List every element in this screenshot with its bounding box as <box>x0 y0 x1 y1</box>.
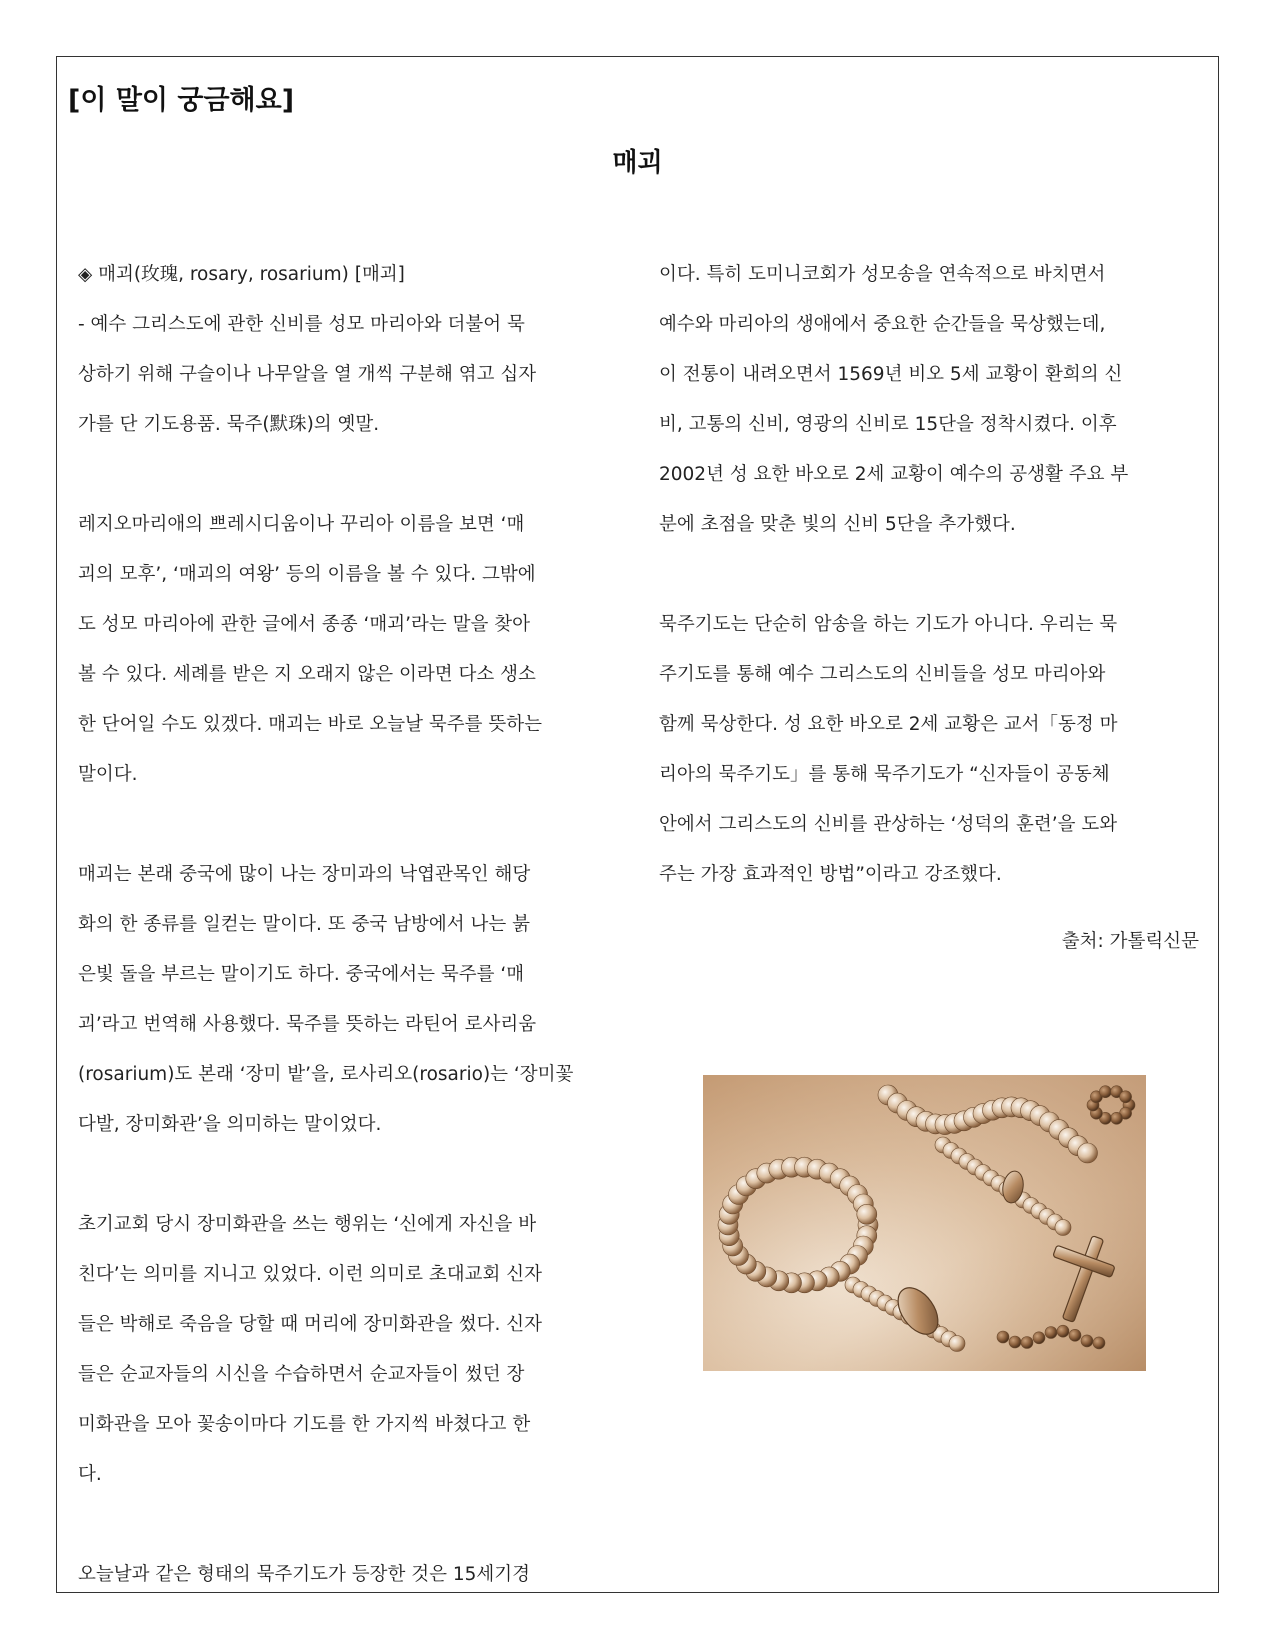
text-line: 2002년 성 요한 바오로 2세 교황이 예수의 공생활 주요 부 <box>659 464 1129 485</box>
rosary-bead <box>1057 1325 1069 1337</box>
text-line: 상하기 위해 구슬이나 나무알을 열 개씩 구분해 엮고 십자 <box>78 364 537 385</box>
rosary-bead <box>857 1204 877 1224</box>
text-line: 안에서 그리스도의 신비를 관상하는 ‘성덕의 훈련’을 도와 <box>659 814 1118 835</box>
text-line: 한 단어일 수도 있겠다. 매괴는 바로 오늘날 묵주를 뜻하는 <box>78 714 542 735</box>
text-line: 리아의 묵주기도」를 통해 묵주기도가 “신자들이 공동체 <box>659 764 1110 785</box>
paragraph-gap <box>78 1150 626 1200</box>
rosary-bead <box>1111 1112 1123 1124</box>
text-line: 초기교회 당시 장미화관을 쓰는 행위는 ‘신에게 자신을 바 <box>78 1214 537 1235</box>
rosary-bead <box>1021 1337 1033 1349</box>
paragraph-gap <box>659 550 1207 600</box>
text-line: 들은 순교자들의 시신을 수습하면서 순교자들이 썼던 장 <box>78 1364 525 1385</box>
rosary-bead <box>1069 1329 1081 1341</box>
rosary-bead <box>1009 1336 1021 1348</box>
text-line: ◈ 매괴(玫瑰, rosary, rosarium) [매괴] <box>78 264 405 285</box>
right-column <box>659 250 1207 900</box>
text-line: 미화관을 모아 꽃송이마다 기도를 한 가지씩 바쳤다고 한 <box>78 1414 531 1435</box>
text-line: 이 전통이 내려오면서 1569년 비오 5세 교황이 환희의 신 <box>659 364 1123 385</box>
text-line: 화의 한 종류를 일컫는 말이다. 또 중국 남방에서 나는 붉 <box>78 914 530 935</box>
text-line: 들은 박해로 죽음을 당할 때 머리에 장미화관을 썼다. 신자 <box>78 1314 542 1335</box>
rosary-bead <box>1120 1091 1132 1103</box>
text-line: 도 성모 마리아에 관한 글에서 종종 ‘매괴’라는 말을 찾아 <box>78 614 530 635</box>
text-line: 예수와 마리아의 생애에서 중요한 순간들을 묵상했는데, <box>659 314 1106 335</box>
text-line: 가를 단 기도용품. 묵주(默珠)의 옛말. <box>78 414 380 435</box>
rosary-bead <box>1033 1332 1045 1344</box>
source-credit: 출처: 가톨릭신문 <box>1061 931 1199 952</box>
header-tag: [이 말이 궁금해요] <box>68 85 295 116</box>
text-line: 이다. 특히 도미니코회가 성모송을 연속적으로 바치면서 <box>659 264 1106 285</box>
rosary-bead <box>1081 1335 1093 1347</box>
text-line: 오늘날과 같은 형태의 묵주기도가 등장한 것은 15세기경 <box>78 1564 530 1585</box>
rosary-bead <box>1099 1086 1111 1098</box>
rosary-illustration <box>703 1075 1146 1371</box>
text-line: 함께 묵상한다. 성 요한 바오로 2세 교황은 교서「동정 마 <box>659 714 1118 735</box>
text-line: 비, 고통의 신비, 영광의 신비로 15단을 정착시켰다. 이후 <box>659 414 1117 435</box>
paragraph-gap <box>78 450 626 500</box>
text-line: 말이다. <box>78 764 138 785</box>
text-line: 묵주기도는 단순히 암송을 하는 기도가 아니다. 우리는 묵 <box>659 614 1118 635</box>
text-line: (rosarium)도 본래 ‘장미 밭’을, 로사리오(rosario)는 ‘장미꽃 <box>78 1064 574 1085</box>
text-line: 괴’라고 번역해 사용했다. 묵주를 뜻하는 라틴어 로사리움 <box>78 1014 537 1035</box>
paragraph-gap <box>78 800 626 850</box>
text-line: 괴의 모후’, ‘매괴의 여왕’ 등의 이름을 볼 수 있다. 그밖에 <box>78 564 536 585</box>
text-line: - 예수 그리스도에 관한 신비를 성모 마리아와 더불어 묵 <box>78 314 525 335</box>
text-line: 친다’는 의미를 지니고 있었다. 이런 의미로 초대교회 신자 <box>78 1264 542 1285</box>
text-line: 매괴는 본래 중국에 많이 나는 장미과의 낙엽관목인 해당 <box>78 864 531 885</box>
rosary-bead <box>1078 1143 1098 1163</box>
text-line: 분에 초점을 맞춘 빛의 신비 5단을 추가했다. <box>659 514 1016 535</box>
text-line: 레지오마리애의 쁘레시디움이나 꾸리아 이름을 보면 ‘매 <box>78 514 525 535</box>
text-line: 주기도를 통해 예수 그리스도의 신비들을 성모 마리아와 <box>659 664 1106 685</box>
paragraph-gap <box>78 1500 626 1550</box>
rosary-bead <box>1093 1337 1105 1349</box>
left-column <box>78 250 626 1600</box>
rosary-bead <box>949 1336 965 1352</box>
rosary-bead <box>1045 1327 1057 1339</box>
text-line: 주는 가장 효과적인 방법”이라고 강조했다. <box>659 864 1002 885</box>
text-line: 볼 수 있다. 세례를 받은 지 오래지 않은 이라면 다소 생소 <box>78 664 536 685</box>
text-line: 다. <box>78 1464 102 1485</box>
rosary-bead <box>997 1331 1009 1343</box>
text-line: 은빛 돌을 부르는 말이기도 하다. 중국에서는 묵주를 ‘매 <box>78 964 525 985</box>
rosary-bead <box>1055 1220 1071 1236</box>
text-line: 다발, 장미화관’을 의미하는 말이었다. <box>78 1114 382 1135</box>
page-title: 매괴 <box>612 148 663 178</box>
rosary-photo <box>703 1075 1146 1371</box>
